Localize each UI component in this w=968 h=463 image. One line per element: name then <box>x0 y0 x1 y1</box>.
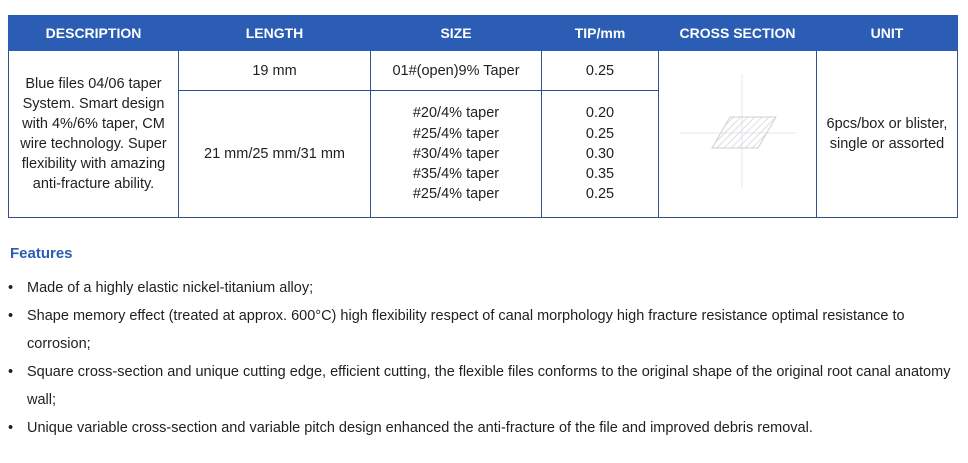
feature-item <box>8 302 958 358</box>
bullet-icon: • <box>8 280 14 296</box>
size-item: #20/4% taper <box>412 105 500 122</box>
header-size: SIZE <box>371 16 542 51</box>
bullet-icon: • <box>8 308 14 324</box>
description-cell: Blue files 04/06 taper System. Smart design with 4%/6% taper, CM wire technology. Super flexibility with amazing anti-fracture ability. <box>9 51 179 218</box>
spec-table <box>8 15 958 218</box>
size-item: #25/4% taper <box>412 125 500 142</box>
header-length: LENGTH <box>179 16 371 51</box>
length-cell: 19 mm <box>179 51 371 91</box>
tip-item: 0.35 <box>585 166 615 183</box>
size-cell: 01#(open)9% Taper <box>371 51 542 91</box>
size-item: #30/4% taper <box>412 145 500 162</box>
tip-item: 0.25 <box>585 125 615 142</box>
feature-text: Unique variable cross-section and variable pitch design enhanced the anti-fracture of the file and improved debris removal. <box>27 420 813 436</box>
tip-list-cell <box>542 91 659 218</box>
bullet-icon: • <box>8 420 14 436</box>
feature-text: Made of a highly elastic nickel-titanium alloy; <box>27 280 314 296</box>
tip-item: 0.25 <box>585 186 615 203</box>
header-cross-section: CROSS SECTION <box>659 16 817 51</box>
tip-cell: 0.25 <box>542 51 659 91</box>
header-description: DESCRIPTION <box>9 16 179 51</box>
size-item: #35/4% taper <box>412 166 500 183</box>
parallelogram-cross-section-icon <box>678 66 798 196</box>
tip-item: 0.30 <box>585 145 615 162</box>
bullet-icon: • <box>8 364 14 380</box>
feature-item <box>8 274 958 302</box>
size-list-cell <box>371 91 542 218</box>
features-list <box>8 274 958 442</box>
size-item: #25/4% taper <box>412 186 500 203</box>
length-cell: 21 mm/25 mm/31 mm <box>179 91 371 218</box>
unit-cell: 6pcs/box or blister, single or assorted <box>817 51 958 218</box>
features-heading: Features <box>10 245 73 262</box>
cross-section-cell <box>659 51 817 218</box>
table-row <box>9 51 958 91</box>
table-header-row <box>9 16 958 51</box>
feature-item <box>8 358 958 414</box>
feature-text: Shape memory effect (treated at approx. 600°C) high flexibility respect of canal morphology high fracture resistance optimal resistance to corrosion; <box>27 308 905 352</box>
feature-item <box>8 414 958 442</box>
feature-text: Square cross-section and unique cutting edge, efficient cutting, the flexible files conforms to the original shape of the original root canal anatomy wall; <box>27 364 951 408</box>
tip-item: 0.20 <box>585 105 615 122</box>
header-tip: TIP/mm <box>542 16 659 51</box>
header-unit: UNIT <box>817 16 958 51</box>
